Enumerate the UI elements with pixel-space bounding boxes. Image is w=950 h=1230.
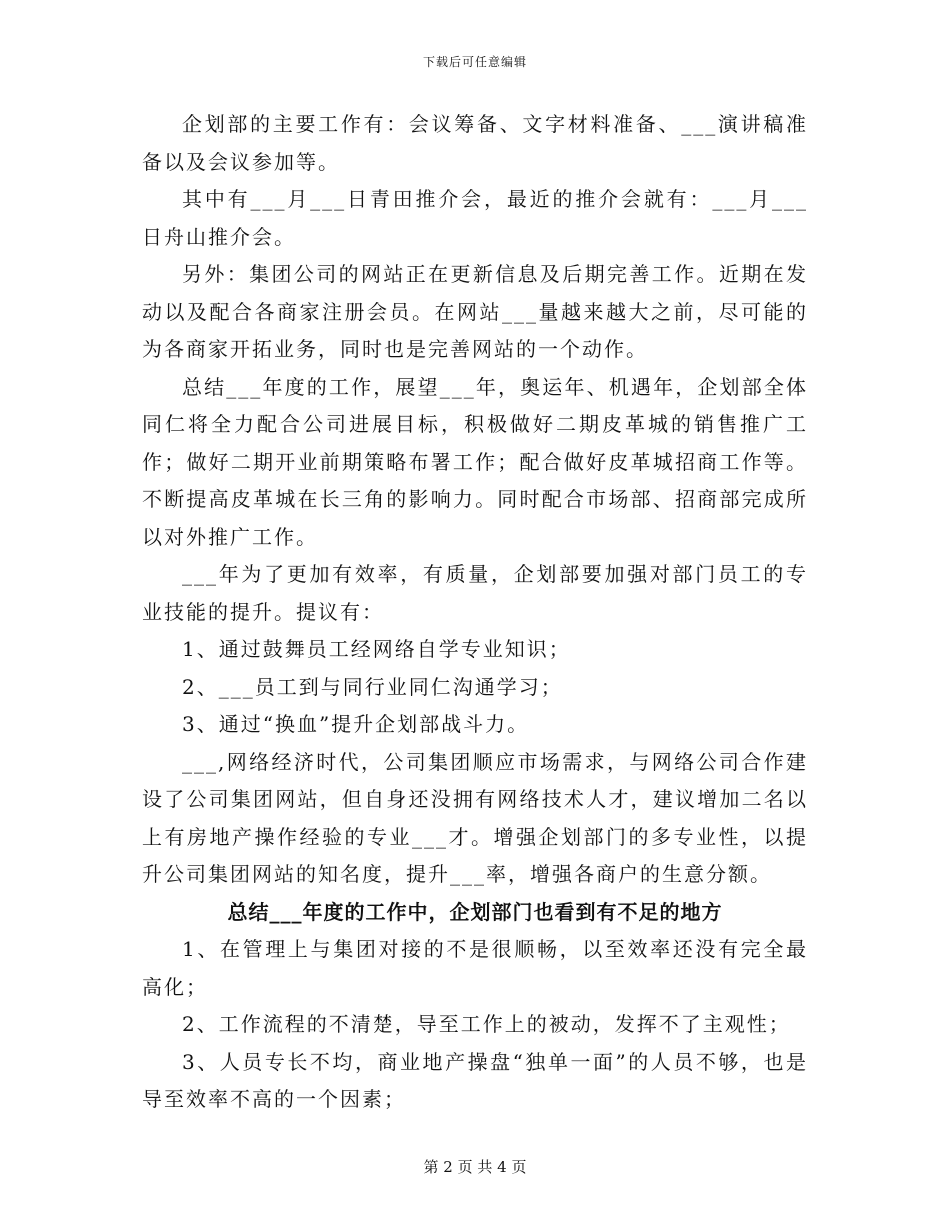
- list-item-2: 2、___员工到与同行业同仁沟通学习；: [182, 674, 563, 699]
- list-item-1: 1、通过鼓舞员工经网络自学专业知识；: [182, 637, 571, 661]
- document-body: [142, 106, 808, 1119]
- paragraph-network-economy: ___,网络经济时代，公司集团顺应市场需求，与网络公司合作建设了公司集团网站，但自身还没拥有网络技术人才，建议增加二名以上有房地产操作经验的专业___才。增强企划部门的多专业性，以提升公司集团网站的知名度，提升___率，增强各商户的生意分额。: [142, 749, 808, 886]
- paragraph-promotion-meetings: 其中有___月___日青田推介会，最近的推介会就有：___月___日舟山推介会。: [142, 187, 808, 249]
- paragraph-website: 另外：集团公司的网站正在更新信息及后期完善工作。近期在发动以及配合各商家注册会员。在网站___量越来越大之前，尽可能的为各商家开拓业务，同时也是完善网站的一个动作。: [142, 262, 808, 361]
- shortcoming-item-3: 3、人员专长不均，商业地产操盘“独单一面”的人员不够，也是导至效率不高的一个因素；: [142, 1049, 808, 1111]
- section-heading: 总结___年度的工作中，企划部门也看到有不足的地方: [227, 899, 723, 924]
- list-item-3: 3、通过“换血”提升企划部战斗力。: [182, 712, 530, 736]
- page-header: 下载后可任意编辑: [422, 55, 527, 69]
- paragraph-summary-outlook: 总结___年度的工作，展望___年，奥运年、机遇年，企划部全体同仁将全力配合公司进展目标，积极做好二期皮革城的销售推广工作；做好二期开业前期策略布署工作；配合做好皮革城招商工作等。不断提高皮革城在长三角的影响力。同时配合市场部、招商部完成所以对外推广工作。: [142, 374, 808, 549]
- paragraph-skills-improvement: ___年为了更加有效率，有质量，企划部要加强对部门员工的专业技能的提升。提议有：: [142, 562, 808, 624]
- paragraph-main-work: 企划部的主要工作有：会议筹备、文字材料准备、___演讲稿准备以及会议参加等。: [142, 112, 808, 174]
- shortcoming-item-2: 2、工作流程的不清楚，导至工作上的被动，发挥不了主观性；: [182, 1012, 791, 1036]
- shortcoming-item-1: 1、在管理上与集团对接的不是很顺畅，以至效率还没有完全最高化；: [142, 937, 808, 999]
- page-footer: 第 2 页 共 4 页: [423, 1158, 527, 1176]
